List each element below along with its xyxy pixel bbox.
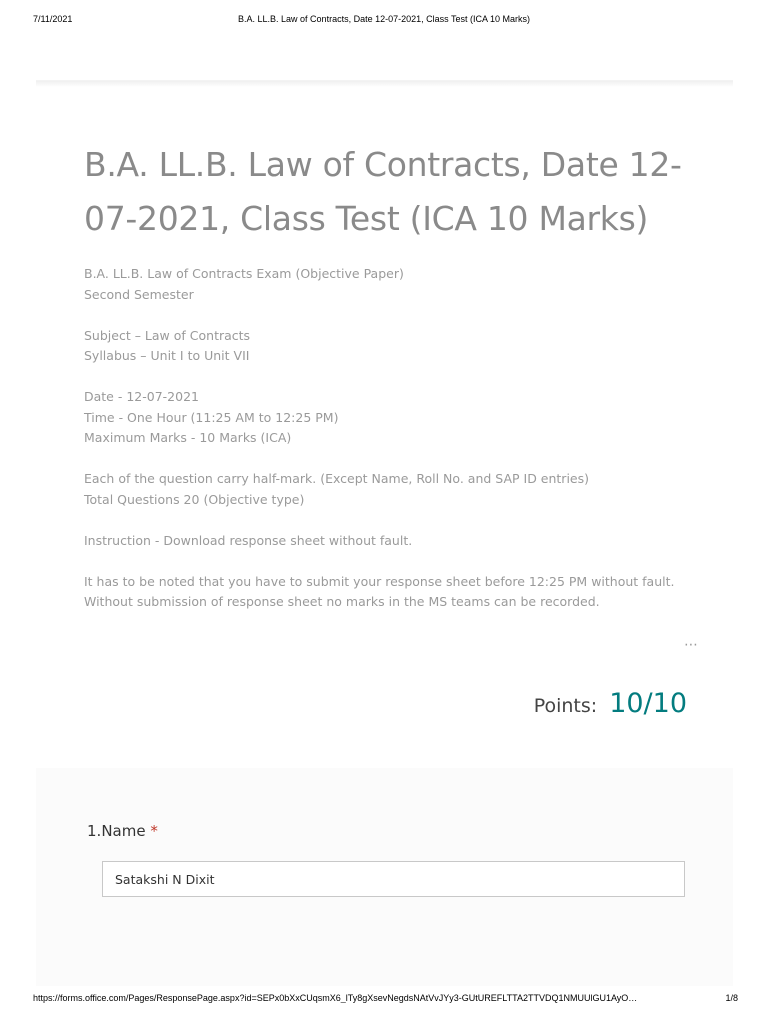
question-number: 1.: [87, 822, 102, 840]
name-answer-field[interactable]: Satakshi N Dixit: [102, 861, 685, 897]
required-asterisk: *: [150, 822, 158, 840]
description-block-exam: [84, 264, 724, 305]
points-value: 10/10: [609, 688, 687, 719]
question-label: [87, 822, 158, 840]
description-line: Subject – Law of Contracts: [84, 327, 251, 343]
description-block-schedule: [84, 387, 724, 449]
print-header: [0, 14, 768, 28]
points-summary: [534, 688, 687, 719]
description-line: Total Questions 20 (Objective type): [84, 491, 305, 507]
description-line: Instruction - Download response sheet without fault.: [84, 532, 413, 548]
form-title: B.A. LL.B. Law of Contracts, Date 12-07-2021, Class Test (ICA 10 Marks): [84, 145, 682, 238]
description-block-instruction: [84, 531, 724, 552]
top-divider: [36, 80, 733, 87]
description-line: It has to be noted that you have to submit your response sheet before 12:25 PM without fault.: [84, 573, 675, 589]
description-block-note: [84, 572, 724, 613]
description-line: Maximum Marks - 10 Marks (ICA): [84, 430, 292, 445]
print-date: 7/11/2021: [33, 14, 73, 24]
question-card: [36, 768, 733, 986]
description-line: Without submission of response sheet no marks in the MS teams can be recorded.: [84, 594, 600, 609]
description-line: Time - One Hour (11:25 AM to 12:25 PM): [84, 409, 339, 425]
description-line: Syllabus – Unit I to Unit VII: [84, 348, 250, 363]
question-text: Name: [101, 822, 146, 840]
description-line: Each of the question carry half-mark. (Except Name, Roll No. and SAP ID entries): [84, 471, 589, 486]
print-url: https://forms.office.com/Pages/ResponsePage.aspx?id=SEPx0bXxCUqsmX6_lTy8gXsevNegdsNAtVvJYy3-GUtUREFLTTA2TTVDQ1NMUUlGU1AyO…: [33, 993, 638, 1003]
print-doc-title: B.A. LL.B. Law of Contracts, Date 12-07-2021, Class Test (ICA 10 Marks): [238, 14, 530, 24]
print-page-number: 1/8: [725, 993, 738, 1003]
description-block-marks: [84, 469, 724, 510]
print-footer: [0, 993, 768, 1007]
description-block-subject: [84, 326, 724, 367]
description-line: Date - 12-07-2021: [84, 389, 199, 404]
description-line: Second Semester: [84, 286, 194, 302]
description-line: B.A. LL.B. Law of Contracts Exam (Objective Paper): [84, 266, 404, 281]
points-label: Points:: [533, 695, 598, 717]
more-options-icon[interactable]: ⋯: [684, 636, 700, 652]
form-description: [84, 264, 724, 633]
